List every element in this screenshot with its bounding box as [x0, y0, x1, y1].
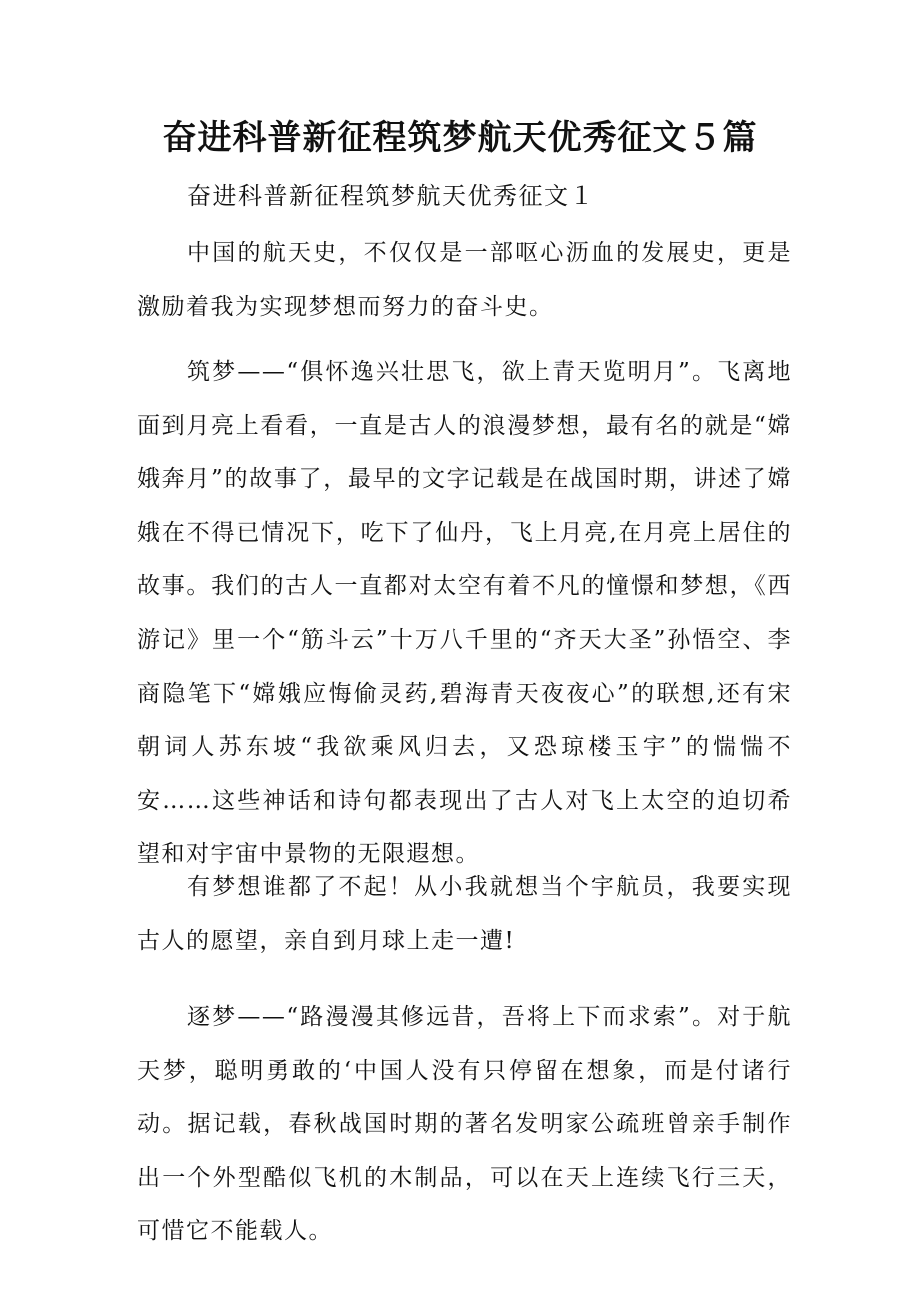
paragraph-intro: 中国的航天史，不仅仅是一部呕心沥血的发展史，更是激励着我为实现梦想而努力的奋斗史。: [137, 240, 792, 320]
document-title: 奋进科普新征程筑梦航天优秀征文５篇: [162, 118, 758, 158]
paragraph-aspiration: 有梦想谁都了不起！从小我就想当个宇航员，我要实现古人的愿望，亲自到月球上走一遭!: [137, 874, 792, 954]
paragraph-dream: 筑梦——“俱怀逸兴壮思飞，欲上青天览明月”。飞离地面到月亮上看看，一直是古人的浪漫梦想，最有名的就是“嫦娥奔月”的故事了，最早的文字记载是在战国时期，讲述了嫦娥在不得已情况下，吃下了仙丹，飞上月亮,在月亮上居住的故事。我们的古人一直都对太空有着不凡的憧憬和梦想，《西游记》里一个“筋斗云”十万八千里的“齐天大圣”孙悟空、李商隐笔下“嫦娥应悔偷灵药,碧海青天夜夜心”的联想,还有宋朝词人苏东坡“我欲乘风归去，又恐琼楼玉宇”的惴惴不安……这些神话和诗句都表现出了古人对飞上太空的迫切希望和对宇宙中景物的无限遐想。: [137, 359, 792, 868]
section-heading: 奋进科普新征程筑梦航天优秀征文１: [187, 182, 595, 210]
paragraph-pursuit: 逐梦——“路漫漫其修远昔，吾将上下而求索”。对于航天梦，聪明勇敢的‘中国人没有只停留在想象，而是付诸行动。据记载，春秋战国时期的著名发明家公疏班曾亲手制作出一个外型酷似飞机的木制品，可以在天上连续飞行三天，可惜它不能载人。: [137, 1004, 792, 1245]
